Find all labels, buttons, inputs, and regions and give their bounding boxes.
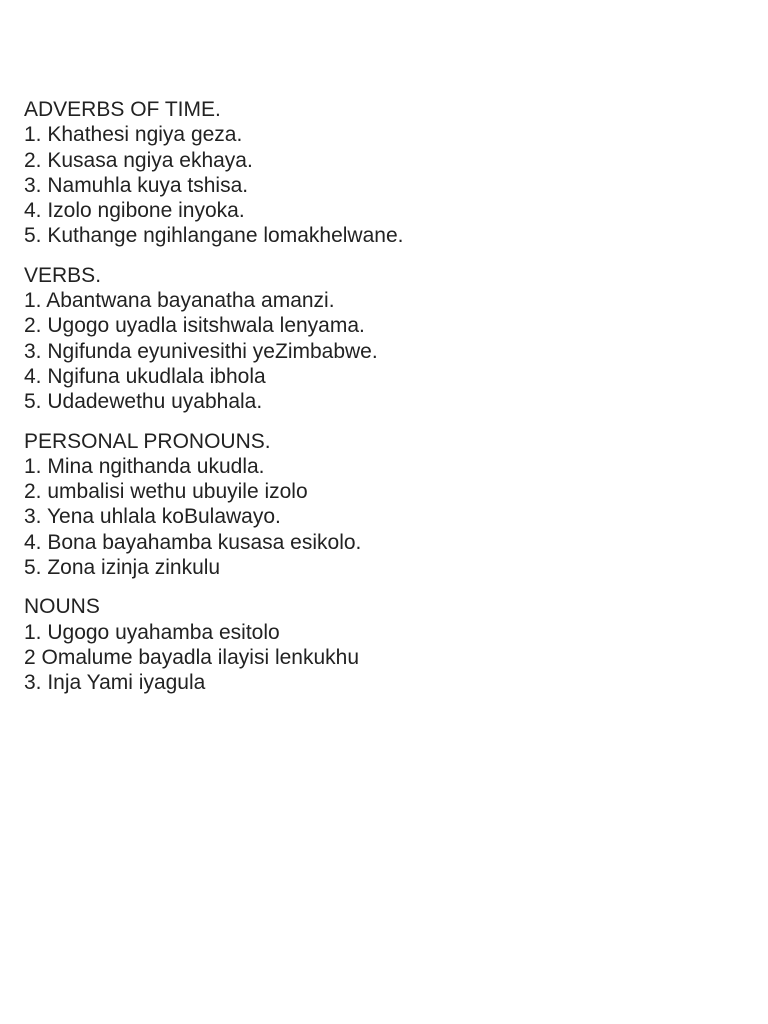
section-verbs — [24, 263, 744, 415]
list-item: 3. Inja Yami iyagula — [24, 671, 206, 695]
section-adverbs-of-time — [24, 97, 744, 249]
section-heading: ADVERBS OF TIME. — [24, 98, 221, 121]
section-nouns — [24, 594, 744, 695]
list-item: 5. Kuthange ngihlangane lomakhelwane. — [24, 224, 404, 248]
list-item: 5. Zona izinja zinkulu — [24, 556, 221, 580]
list-item: 3. Ngifunda eyunivesithi yeZimbabwe. — [24, 339, 378, 363]
list-item: 4. Ngifuna ukudlala ibhola — [24, 364, 266, 388]
list-item: 2. Ugogo uyadla isitshwala lenyama. — [24, 314, 365, 338]
list-item: 3. Yena uhlala koBulawayo. — [24, 505, 281, 529]
list-item: 2 Omalume bayadla ilayisi lenkukhu — [24, 645, 360, 669]
list-item: 1. Ugogo uyahamba esitolo — [24, 620, 280, 644]
list-item: 2. Kusasa ngiya ekhaya. — [24, 148, 253, 172]
list-item: 1. Abantwana bayanatha amanzi. — [24, 289, 335, 313]
document-body — [24, 97, 744, 710]
list-item: 5. Udadewethu uyabhala. — [24, 390, 263, 414]
section-personal-pronouns — [24, 429, 744, 581]
section-heading: NOUNS — [24, 595, 100, 619]
list-item: 3. Namuhla kuya tshisa. — [24, 173, 249, 197]
list-item: 1. Mina ngithanda ukudla. — [24, 454, 265, 478]
list-item: 2. umbalisi wethu ubuyile izolo — [24, 480, 308, 504]
section-heading: PERSONAL PRONOUNS. — [24, 429, 271, 453]
list-item: 4. Bona bayahamba kusasa esikolo. — [24, 530, 362, 554]
list-item: 4. Izolo ngibone inyoka. — [24, 199, 245, 223]
list-item: 1. Khathesi ngiya geza. — [24, 123, 243, 147]
section-heading: VERBS. — [24, 263, 102, 287]
